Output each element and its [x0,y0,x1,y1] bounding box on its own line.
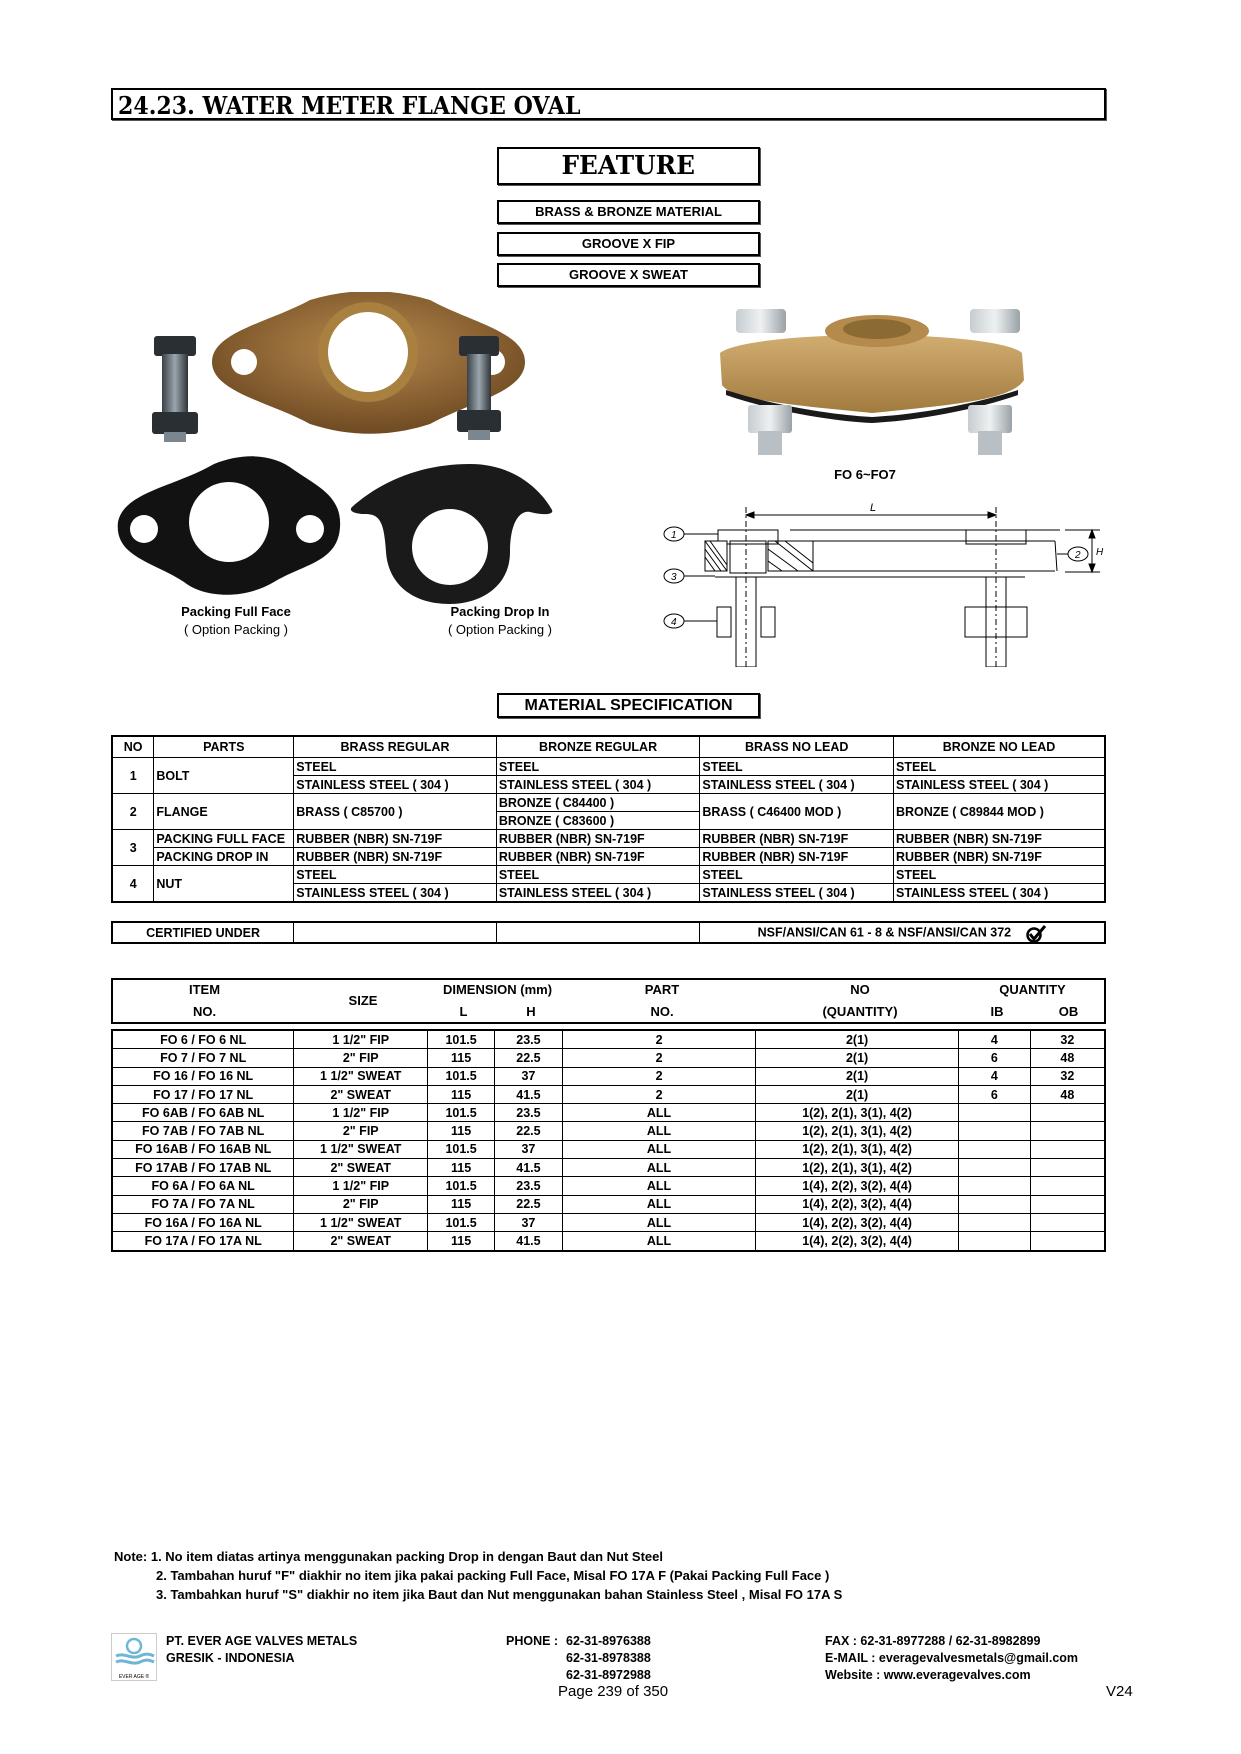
dimension-table-body [112,1030,1105,1251]
cell-H: 41.5 [495,1085,563,1103]
cell-ob: 48 [1030,1085,1105,1103]
notes-block [114,1547,842,1604]
cell-H: 23.5 [495,1030,563,1049]
cell-item: FO 6 / FO 6 NL [112,1030,294,1049]
phone-label: PHONE : [506,1634,559,1648]
cell: BRASS ( C85700 ) [294,794,497,830]
cell-no-qty: 2(1) [756,1067,959,1085]
note-3: 3. Tambahkan huruf "S" diakhir no item jika Baut dan Nut menggunakan bahan Stainless Steel , Misal FO 17A S [156,1587,843,1602]
cell: STAINLESS STEEL ( 304 ) [894,776,1106,794]
table-row [112,1122,1105,1140]
callout-4-icon [664,614,717,628]
table-row [112,848,1105,866]
header-H: H [526,1004,536,1019]
cell: STAINLESS STEEL ( 304 ) [294,776,497,794]
cell-L: 115 [428,1195,495,1213]
cell-ib [958,1159,1030,1177]
notes-label: Note: [114,1549,148,1564]
company-logo [111,1633,157,1681]
cell-L: 101.5 [428,1177,495,1195]
cell: STAINLESS STEEL ( 304 ) [700,776,894,794]
table-row [112,1159,1105,1177]
cell-L: 115 [428,1122,495,1140]
header-quantity: QUANTITY [999,982,1066,997]
cell: STEEL [894,866,1106,884]
cell-item: FO 7A / FO 7A NL [112,1195,294,1213]
technical-drawing [660,497,1110,667]
cell-part: ALL [562,1232,755,1251]
page-number: Page 239 of 350 [558,1683,669,1700]
cell-ib [958,1122,1030,1140]
cell: STAINLESS STEEL ( 304 ) [294,884,497,903]
cert-no-lead [700,922,1105,943]
cell-part: BOLT [154,758,294,794]
svg-text:4: 4 [671,617,677,628]
col-brass-regular: BRASS REGULAR [294,736,497,758]
bolt-right-photo [455,336,505,446]
header-item: ITEM [188,982,221,997]
checkmark-icon [1025,924,1047,942]
svg-text:3: 3 [671,572,677,583]
cell: BRONZE ( C83600 ) [496,812,700,830]
cell-L: 115 [428,1159,495,1177]
svg-text:1: 1 [671,530,677,541]
cell-part: NUT [154,866,294,903]
company-location: GRESIK - INDONESIA [166,1651,295,1665]
cell-H: 37 [495,1067,563,1085]
packing-full-face-label: Packing Full Face [181,604,291,619]
cell: BRASS ( C46400 MOD ) [700,794,894,830]
cell-item: FO 17A / FO 17A NL [112,1232,294,1251]
cell-ob [1030,1104,1105,1122]
cell-L: 101.5 [428,1067,495,1085]
cell-ob: 48 [1030,1049,1105,1067]
table-row [112,1140,1105,1158]
cell: STAINLESS STEEL ( 304 ) [700,884,894,903]
cell-H: 37 [495,1213,563,1231]
contact-block [825,1633,1078,1684]
phone-block [506,1633,651,1684]
cell-no: 3 [112,830,154,866]
dimension-table [111,1029,1106,1252]
cell-ob [1030,1177,1105,1195]
cell-part: 2 [562,1067,755,1085]
assembly-photo [712,305,1027,460]
bolt-left-icon [152,336,198,442]
wave-logo-icon [112,1634,156,1672]
svg-text:2: 2 [1075,550,1081,561]
cell-L: 115 [428,1232,495,1251]
cell: STEEL [496,758,700,776]
cell-size: 1 1/2" SWEAT [294,1140,428,1158]
cell-L: 115 [428,1049,495,1067]
cell: RUBBER (NBR) SN-719F [496,848,700,866]
cell-size: 1 1/2" SWEAT [294,1213,428,1231]
cell: STAINLESS STEEL ( 304 ) [496,776,700,794]
packing-drop-in-caption [420,603,580,639]
table-row [112,1177,1105,1195]
cell-size: 1 1/2" FIP [294,1104,428,1122]
table-row [112,1067,1105,1085]
cell: STEEL [294,866,497,884]
cell-item: FO 17AB / FO 17AB NL [112,1159,294,1177]
cell-H: 22.5 [495,1122,563,1140]
cell-ob [1030,1195,1105,1213]
cell-part: ALL [562,1159,755,1177]
feature-heading-box [497,147,760,185]
cell-part: ALL [562,1195,755,1213]
cell: RUBBER (NBR) SN-719F [496,830,700,848]
cell-ib: 6 [958,1085,1030,1103]
cell-part: FLANGE [154,794,294,830]
cell-no-qty: 1(4), 2(2), 3(2), 4(4) [756,1232,959,1251]
svg-text:H: H [1096,547,1104,558]
logo-text: EVER AGE ® [118,1674,150,1680]
cell-part: 2 [562,1049,755,1067]
cell-ib [958,1177,1030,1195]
cell-item: FO 16 / FO 16 NL [112,1067,294,1085]
cell-part: ALL [562,1104,755,1122]
callout-2-icon [1057,547,1088,561]
cell-ib: 4 [958,1030,1030,1049]
header-dimension: DIMENSION (mm) [442,982,553,997]
cell-ib [958,1104,1030,1122]
table-row [112,830,1105,848]
feature-heading: FEATURE [561,151,696,181]
cell-part: 2 [562,1030,755,1049]
cell: STEEL [700,866,894,884]
cell: RUBBER (NBR) SN-719F [294,848,497,866]
certification-table [111,921,1106,944]
cell: STEEL [294,758,497,776]
cell: STAINLESS STEEL ( 304 ) [894,884,1106,903]
cell: RUBBER (NBR) SN-719F [700,848,894,866]
cell-ib [958,1232,1030,1251]
cell-ib [958,1140,1030,1158]
cell: STAINLESS STEEL ( 304 ) [496,884,700,903]
cell-size: 2" SWEAT [294,1085,428,1103]
table-row [112,1085,1105,1103]
cell-H: 22.5 [495,1195,563,1213]
table-row [112,1049,1105,1067]
packing-full-face-icon [114,452,344,602]
cell-no-qty: 1(4), 2(2), 3(2), 4(4) [756,1195,959,1213]
cell-ob [1030,1140,1105,1158]
cell: STEEL [700,758,894,776]
cell: RUBBER (NBR) SN-719F [294,830,497,848]
col-brass-no-lead: BRASS NO LEAD [700,736,894,758]
header-ib: IB [990,1004,1004,1019]
table-header-row [112,736,1105,758]
cell-size: 1 1/2" FIP [294,1030,428,1049]
cell-H: 23.5 [495,1177,563,1195]
material-spec-table [111,735,1106,903]
cell: BRONZE ( C84400 ) [496,794,700,812]
cell-ib: 4 [958,1067,1030,1085]
cell-size: 2" FIP [294,1122,428,1140]
table-row [112,1232,1105,1251]
cell-L: 101.5 [428,1104,495,1122]
table-row [112,1213,1105,1231]
callout-1-icon [664,527,718,541]
cell-ob [1030,1159,1105,1177]
cell-part: ALL [562,1140,755,1158]
feature-item-groove-fip: GROOVE X FIP [497,232,760,256]
cell-no-qty: 1(2), 2(1), 3(1), 4(2) [756,1159,959,1177]
header-no-quantity: (QUANTITY) [822,1004,898,1019]
cell-part: PACKING FULL FACE [154,830,294,848]
table-row [112,758,1105,776]
cell-no: 2 [112,794,154,830]
cell-part: ALL [562,1122,755,1140]
cell-ob: 32 [1030,1030,1105,1049]
packing-full-face-sub: ( Option Packing ) [183,622,289,637]
cell-H: 22.5 [495,1049,563,1067]
svg-text:L: L [870,502,877,514]
table-row [112,1030,1105,1049]
cert-bronze-regular [496,922,700,943]
cell-ib [958,1213,1030,1231]
dimension-table-header [111,978,1106,1024]
col-no: NO [112,736,154,758]
company-info [166,1633,357,1667]
cell-no-qty: 1(4), 2(2), 3(2), 4(4) [756,1213,959,1231]
header-no: NO [850,982,870,997]
packing-drop-in-sub: ( Option Packing ) [447,622,553,637]
cell: BRONZE ( C89844 MOD ) [894,794,1106,830]
cell-part: 2 [562,1085,755,1103]
header-L: L [459,1004,468,1019]
cell-item: FO 17 / FO 17 NL [112,1085,294,1103]
cell-size: 1 1/2" SWEAT [294,1067,428,1085]
cell-no-qty: 1(2), 2(1), 3(1), 4(2) [756,1122,959,1140]
table-row [112,1104,1105,1122]
cell-no-qty: 1(4), 2(2), 3(2), 4(4) [756,1177,959,1195]
table-row [112,866,1105,884]
cell-H: 41.5 [495,1159,563,1177]
phone-1: 62-31-8976388 [566,1634,651,1648]
phone-2: 62-31-8978388 [566,1651,651,1665]
cell-L: 101.5 [428,1030,495,1049]
header-item-no: NO. [192,1004,217,1019]
cell-L: 115 [428,1085,495,1103]
cell-size: 2" SWEAT [294,1159,428,1177]
cell-item: FO 16AB / FO 16AB NL [112,1140,294,1158]
cert-no-lead-text: NSF/ANSI/CAN 61 - 8 & NSF/ANSI/CAN 372 [757,924,1012,939]
cell-L: 101.5 [428,1140,495,1158]
cell: STEEL [894,758,1106,776]
col-bronze-regular: BRONZE REGULAR [496,736,700,758]
cell-item: FO 6AB / FO 6AB NL [112,1104,294,1122]
packing-drop-in-icon [350,462,560,607]
cell: RUBBER (NBR) SN-719F [894,830,1106,848]
cell-no: 1 [112,758,154,794]
note-1: 1. No item diatas artinya menggunakan packing Drop in dengan Baut dan Nut Steel [150,1549,663,1564]
cell-no-qty: 2(1) [756,1085,959,1103]
cell: STEEL [496,866,700,884]
feature-item-material: BRASS & BRONZE MATERIAL [497,200,760,224]
cell-ob [1030,1213,1105,1231]
cell-ob: 32 [1030,1067,1105,1085]
cell-size: 2" FIP [294,1049,428,1067]
cell-H: 37 [495,1140,563,1158]
cell-item: FO 16A / FO 16A NL [112,1213,294,1231]
cell-part: ALL [562,1177,755,1195]
cell-ib [958,1195,1030,1213]
packing-drop-in-label: Packing Drop In [450,604,550,619]
cell-size: 2" FIP [294,1195,428,1213]
header-ob: OB [1058,1004,1079,1019]
certification-row [112,922,1105,943]
cell-H: 41.5 [495,1232,563,1251]
cell-part: PACKING DROP IN [154,848,294,866]
cert-brass-regular [294,922,497,943]
cell-item: FO 6A / FO 6A NL [112,1177,294,1195]
note-2: 2. Tambahan huruf "F" diakhir no item jika pakai packing Full Face, Misal FO 17A F (Pakai Packing Full Face ) [156,1568,830,1583]
page-title: 24.23. WATER METER FLANGE OVAL [118,91,581,120]
header-part-no: NO. [650,1004,674,1019]
website-link[interactable]: Website : www.everagevalves.com [825,1668,1031,1682]
packing-full-face-caption [156,603,316,639]
cell-item: FO 7AB / FO 7AB NL [112,1122,294,1140]
version-label: V24 [1106,1683,1133,1700]
cell-size: 2" SWEAT [294,1232,428,1251]
feature-item-groove-sweat: GROOVE X SWEAT [497,263,760,287]
cell-ob [1030,1122,1105,1140]
cell-L: 101.5 [428,1213,495,1231]
header-part: PART [644,982,680,997]
cell-no-qty: 1(2), 2(1), 3(1), 4(2) [756,1104,959,1122]
certified-under-label: CERTIFIED UNDER [112,922,294,943]
cell-no: 4 [112,866,154,903]
assembly-caption: FO 6~FO7 [834,467,896,482]
col-parts: PARTS [154,736,294,758]
cell-part: ALL [562,1213,755,1231]
fax: FAX : 62-31-8977288 / 62-31-8982899 [825,1634,1041,1648]
phone-3: 62-31-8972988 [566,1668,651,1682]
table-row [112,794,1105,812]
cell-ob [1030,1232,1105,1251]
material-spec-heading: MATERIAL SPECIFICATION [497,693,760,718]
cell: RUBBER (NBR) SN-719F [700,830,894,848]
cell-no-qty: 2(1) [756,1030,959,1049]
cell-item: FO 7 / FO 7 NL [112,1049,294,1067]
col-bronze-no-lead: BRONZE NO LEAD [894,736,1106,758]
cell-size: 1 1/2" FIP [294,1177,428,1195]
cell-no-qty: 2(1) [756,1049,959,1067]
cell-no-qty: 1(2), 2(1), 3(1), 4(2) [756,1140,959,1158]
table-row [112,1195,1105,1213]
header-size: SIZE [348,993,378,1008]
cell: RUBBER (NBR) SN-719F [894,848,1106,866]
section-title-box [111,88,1106,120]
cell-ib: 6 [958,1049,1030,1067]
cell-H: 23.5 [495,1104,563,1122]
company-name: PT. EVER AGE VALVES METALS [166,1634,358,1648]
email-link[interactable]: E-MAIL : everagevalvesmetals@gmail.com [825,1651,1079,1665]
